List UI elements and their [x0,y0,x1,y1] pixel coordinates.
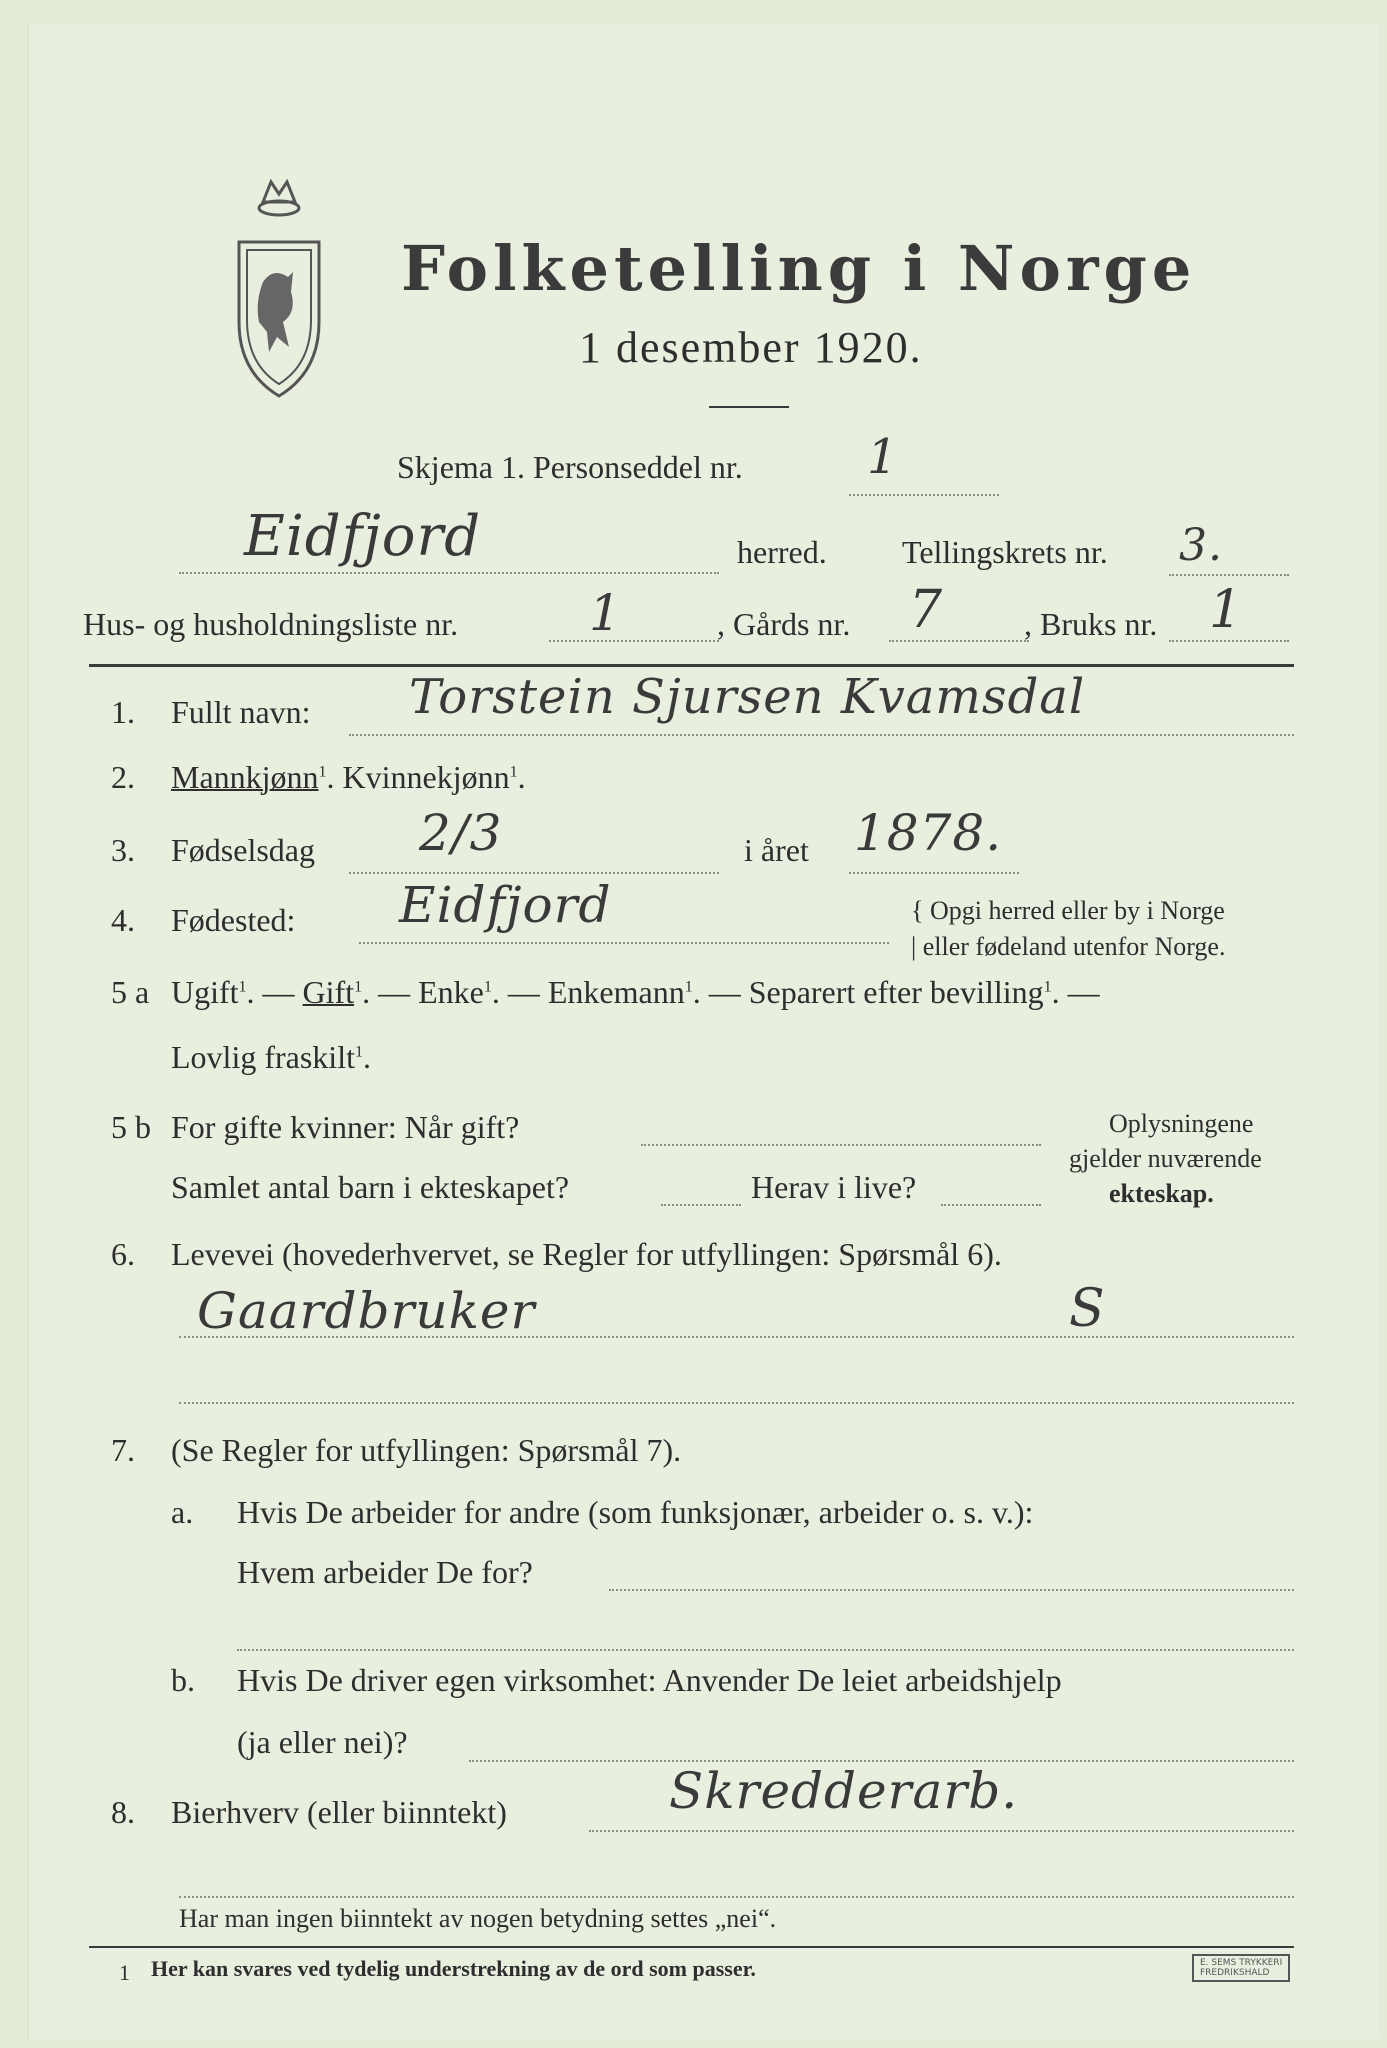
q2-sup-2: 1 [509,763,518,781]
q5b-note-1: Oplysningene [1109,1109,1254,1138]
schema-label: Skjema 1. Personseddel nr. [397,449,743,485]
q1-label: Fullt navn: [171,694,311,730]
household-label: Hus- og husholdningsliste nr. [83,606,459,642]
q5b-note-2: gjelder nuværende [1069,1144,1262,1173]
q5b-line-3 [941,1204,1041,1206]
q3-label: Fødselsdag [171,832,315,868]
schema-number: 1 [867,429,899,485]
q2-options: Mannkjønn$^1$. Kvinnekjønn$^1$. [171,759,526,795]
header-rule [89,664,1294,667]
q5b-number: 5 b [111,1109,151,1145]
q1-line [349,734,1294,736]
occupation: Gaardbruker [197,1282,536,1340]
q5b-note-3: ekteskap. [1109,1179,1214,1208]
bruks-value: 1 [1209,580,1244,640]
male-option: Mannkjønn [171,759,319,795]
title-divider [709,406,789,408]
q6-number: 6. [111,1236,135,1272]
full-name: Torstein Sjursen Kvamsdal [409,669,1086,725]
krets-line [1169,574,1289,576]
birth-year: 1878. [854,804,1003,862]
footnote-mark: 1 [119,1960,130,1985]
birth-date: 2/3 [419,804,503,862]
herred-value: Eidfjord [244,504,482,569]
q7a-line-1: Hvis De arbeider for andre (som funksjonær, arbeider o. s. v.): [237,1494,1034,1530]
q5b-label-3: Herav i live? [751,1169,917,1205]
gards-label: , Gårds nr. [717,606,851,642]
q5a-options: Ugift$^1$. — Gift$^1$. — Enke$^1$. — Enkemann$^1$. — Separert efter bevilling$^1$. — [171,974,1100,1010]
coat-of-arms-icon [233,172,325,402]
q4-note-1: { Opgi herred eller by i Norge [911,896,1225,925]
q8-label: Bierhverv (eller biinntekt) [171,1794,507,1830]
q4-number: 4. [111,902,135,938]
q7b-line-2: (ja eller nei)? [237,1724,408,1760]
q5b-line-2 [661,1204,741,1206]
q6-label: Levevei (hovederhvervet, se Regler for utfyllingen: Spørsmål 6). [171,1236,1002,1272]
q7a-line-extra [237,1649,1294,1651]
form-title: Folketelling i Norge [401,232,1197,305]
gards-value: 7 [909,580,944,640]
bruks-label: , Bruks nr. [1024,606,1158,642]
q7b-line-1: Hvis De driver egen virksomhet: Anvender De leiet arbeidshjelp [237,1662,1062,1698]
gards-line [889,640,1029,642]
q8-number: 8. [111,1794,135,1830]
q7a-line-2: Hvem arbeider De for? [237,1554,533,1590]
household-line [549,640,719,642]
q1-number: 1. [111,694,135,730]
footer-rule [89,1946,1294,1948]
q5a-number: 5 a [111,974,150,1010]
household-value: 1 [589,584,622,642]
q2-sup-1: 1 [318,763,327,781]
q4-label: Fødested: [171,902,296,938]
q7-number: 7. [111,1432,135,1468]
q4-line [359,942,889,944]
q7b-number: b. [171,1662,195,1698]
printer-stamp: E. SEMS TRYKKERI FREDRIKSHALD [1192,1954,1290,1982]
q7a-line [609,1589,1294,1591]
q5b-line-1 [641,1144,1041,1146]
schema-line [849,494,999,496]
krets-label: Tellingskrets nr. [902,534,1108,570]
herred-label: herred. [737,534,827,570]
q3-number: 3. [111,832,135,868]
footnote: Her kan svares ved tydelig understrekning av de ord som passer. [151,1956,756,1981]
q8-line [589,1830,1294,1832]
occupation-code: S [1069,1279,1106,1339]
bruks-line [1169,640,1289,642]
q5b-label-2: Samlet antal barn i ekteskapet? [171,1169,570,1205]
female-option: Kvinnekjønn [342,759,510,795]
krets-value: 3. [1179,520,1223,571]
census-date: 1 desember 1920. [579,323,923,372]
nei-note: Har man ingen biinntekt av nogen betydning settes „nei“. [179,1904,777,1933]
q6-line-2 [179,1402,1294,1404]
q6-line-1 [179,1336,1294,1338]
q3-date-line [349,872,719,874]
q5a-line-2: Lovlig fraskilt$^1$. [171,1039,371,1075]
q2-number: 2. [111,759,135,795]
q7a-number: a. [171,1494,194,1530]
herred-line [179,572,719,574]
q5b-label-1: For gifte kvinner: Når gift? [171,1109,520,1145]
side-occupation: Skredderarb. [669,1762,1019,1820]
q8-line-2 [179,1896,1294,1898]
q3-year-line [849,872,1019,874]
census-form [28,24,1379,2039]
birthplace: Eidfjord [399,876,612,934]
q4-note-2: | eller fødeland utenfor Norge. [911,932,1226,961]
q7-label: (Se Regler for utfyllingen: Spørsmål 7). [171,1432,682,1468]
q3-year-label: i året [744,832,809,868]
